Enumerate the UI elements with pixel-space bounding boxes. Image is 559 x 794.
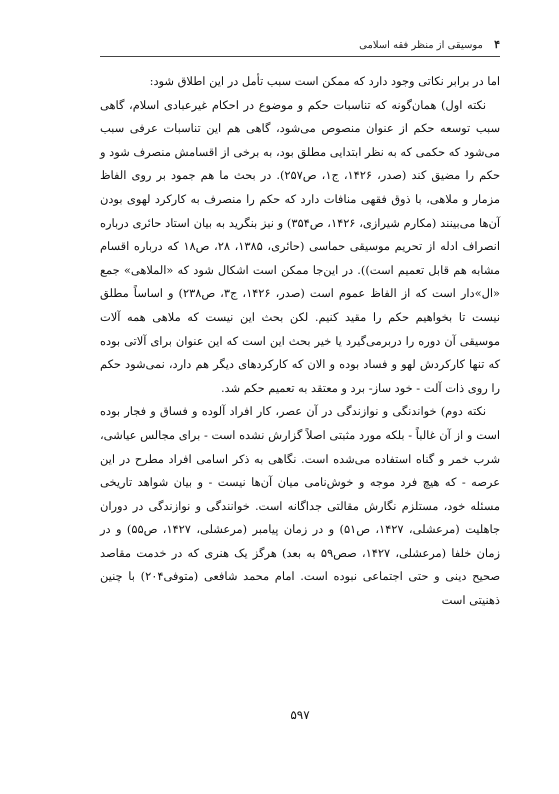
page-number: ۵۹۷ — [290, 708, 310, 722]
body-text — [100, 70, 500, 613]
header-rule — [100, 56, 500, 57]
header-page-mark: ۴ — [494, 38, 500, 51]
header-running-title: موسیقی از منظر فقه اسلامی — [359, 40, 483, 51]
running-header — [100, 38, 500, 52]
paragraph-intro: اما در برابر نکاتی وجود دارد که ممکن است سبب تأمل در این اطلاق شود: — [149, 74, 500, 88]
paragraph-point-one: نکته اول) همان‌گونه که تناسبات حکم و موضوع در احکام غیرعبادی اسلام، گاهی سبب توسعه حکم از عنوان منصوص می‌شود، گاهی هم این تناسبات عرفی سبب می‌شود که حکمی که به نظر ابتدایی مطلق بود، به برخی از اقسامش منصرف شود و حکم را مضیق کند (صدر، ۱۴۲۶، ج۱، ص۲۵۷). در بحث ما هم جمود بر روی الفاظ مزمار و ملاهی، با ذوق فقهی منافات دارد که حکم را منصرف به کارکرد لهوی بودن آن‌ها می‌بینند (مکارم شیرازی، ۱۴۲۶، ص۳۵۴) و نیز بنگرید به بیان استاد حائری درباره انصراف ادله از تحریم موسیقی حماسی (حائری، ۱۳۸۵، ۲۸، ص۱۸ که درباره اقسام مشابه هم قابل تعمیم است)). در این‌جا ممکن است اشکال شود که «الملاهی» جمع «ال»دار است که از الفاظ عموم است (صدر، ۱۴۲۶، ج۳، ص۲۳۸) و اساساً مطلق نیست تا بخواهیم حکم را مقید کنیم. لکن بحث این نیست که ملاهی همه آلات موسیقی آن دوره را دربرمی‌گیرد یا خیر بحث این است که این عنوان برای آلاتی بوده که تنها کارکردش لهو و فساد بوده و الان که کارکردهای دیگر هم دارد، نمی‌شود حکم را روی ذات آلت - خود ساز- برد و معتقد به تعمیم حکم شد. — [100, 97, 500, 395]
paragraph-point-two: نکته دوم) خواندنگی و نوازندگی در آن عصر، کار افراد آلوده و فساق و فجار بوده است و از آن غالباً - بلکه مورد مثبتی اصلاً گزارش نشده است - برای مجالس عیاشی، شرب خمر و گناه استفاده می‌شده است. نگاهی به ذکر اسامی افراد مطرح در این عرصه - که هیچ فرد موجه و خوش‌نامی میان آن‌ها نیست - و بیان شواهد تاریخی مسئله خود، مستلزم نگارش مقالتی جداگانه است. خوانندگی و نوازندگی در دوران جاهلیت (مرعشلی، ۱۴۲۷، ص۵۱) و در زمان پیامبر (مرعشلی، ۱۴۲۷، ص۵۵) و در زمان خلفا (مرعشلی، ۱۴۲۷، صص۵۹ به بعد) هرگز یک هنری که در خدمت مقاصد صحیح دینی و حتی اجتماعی نبوده است. امام محمد شافعی (متوفی۲۰۴) با چنین ذهنیتی است — [100, 404, 500, 608]
